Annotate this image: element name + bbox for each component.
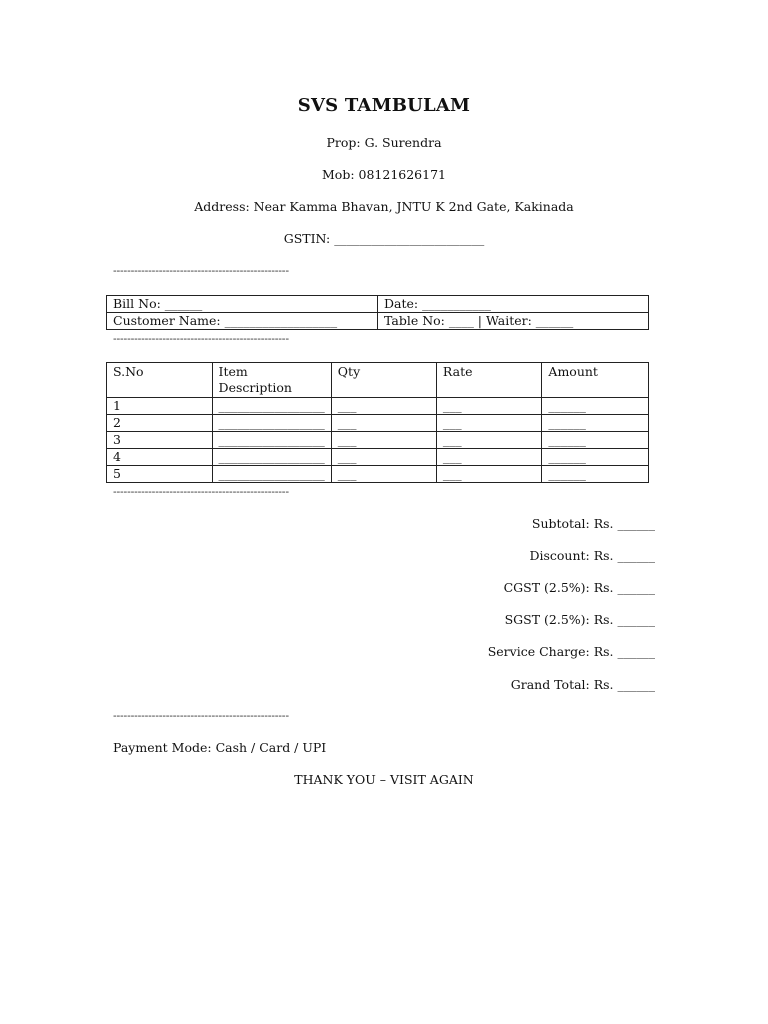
mobile-line: Mob: 08121626171 (322, 167, 446, 182)
cell-rate: ___ (436, 449, 542, 466)
header-sno: S.No (107, 363, 213, 398)
grand-total-line: Grand Total: Rs. ______ (510, 677, 655, 692)
cell-rate: ___ (436, 398, 542, 415)
table-row (107, 449, 649, 466)
cell-amount: ______ (542, 415, 649, 432)
cell-rate: ___ (436, 432, 542, 449)
header-item-description: Item Description (212, 363, 331, 398)
cgst-line: CGST (2.5%): Rs. ______ (503, 580, 655, 595)
cell-item: _________________ (212, 466, 331, 483)
bill-info-table (106, 295, 649, 330)
cell-qty: ___ (331, 398, 436, 415)
cell-sno: 4 (107, 449, 213, 466)
cell-amount: ______ (542, 398, 649, 415)
shop-title: SVS TAMBULAM (297, 95, 471, 116)
bill-no-field: Bill No: ______ (107, 296, 378, 313)
table-row (107, 432, 649, 449)
address-line: Address: Near Kamma Bhavan, JNTU K 2nd Gate, Kakinada (194, 199, 574, 214)
cell-sno: 1 (107, 398, 213, 415)
payment-mode-line: Payment Mode: Cash / Card / UPI (113, 740, 327, 755)
cell-item: _________________ (212, 449, 331, 466)
cell-rate: ___ (436, 415, 542, 432)
items-table (106, 362, 649, 483)
table-row (107, 415, 649, 432)
cell-item: _________________ (212, 415, 331, 432)
bill-info-row (107, 313, 649, 330)
table-waiter-field: Table No: ____ | Waiter: ______ (378, 313, 649, 330)
table-row (107, 398, 649, 415)
cell-item: _________________ (212, 398, 331, 415)
cell-qty: ___ (331, 415, 436, 432)
cell-qty: ___ (331, 449, 436, 466)
thank-you-line: THANK YOU – VISIT AGAIN (294, 772, 474, 787)
discount-line: Discount: Rs. ______ (529, 548, 655, 563)
cell-sno: 3 (107, 432, 213, 449)
divider-1: -------------------------------------------------- (113, 264, 289, 277)
cell-item: _________________ (212, 432, 331, 449)
date-field: Date: ___________ (378, 296, 649, 313)
service-charge-line: Service Charge: Rs. ______ (487, 644, 655, 659)
cell-amount: ______ (542, 432, 649, 449)
cell-rate: ___ (436, 466, 542, 483)
header-amount: Amount (542, 363, 649, 398)
header-rate: Rate (436, 363, 542, 398)
divider-3: -------------------------------------------------- (113, 485, 289, 498)
cell-sno: 5 (107, 466, 213, 483)
customer-name-field: Customer Name: __________________ (107, 313, 378, 330)
gstin-line: GSTIN: ________________________ (283, 231, 485, 246)
divider-4: -------------------------------------------------- (113, 709, 289, 722)
cell-qty: ___ (331, 432, 436, 449)
cell-amount: ______ (542, 466, 649, 483)
sgst-line: SGST (2.5%): Rs. ______ (504, 612, 655, 627)
items-header-row (107, 363, 649, 398)
proprietor-line: Prop: G. Surendra (326, 135, 442, 150)
cell-sno: 2 (107, 415, 213, 432)
divider-2: -------------------------------------------------- (113, 332, 289, 345)
bill-info-row (107, 296, 649, 313)
table-row (107, 466, 649, 483)
cell-qty: ___ (331, 466, 436, 483)
header-qty: Qty (331, 363, 436, 398)
subtotal-line: Subtotal: Rs. ______ (531, 516, 655, 531)
cell-amount: ______ (542, 449, 649, 466)
